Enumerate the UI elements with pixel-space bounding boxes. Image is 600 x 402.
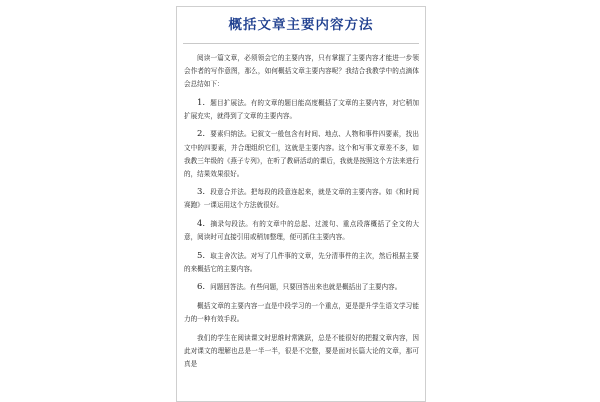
document-title: 概括文章主要内容方法 — [228, 17, 374, 33]
method-item-5 — [184, 250, 419, 276]
closing-paragraph-2: 我们的学生在阅读课文时思维时常跳跃，总是不能很好的把握文章内容，因此对课文的理解也总是一半一半，很是不完整，要是面对长篇大论的文章，那可真是 — [184, 333, 419, 368]
intro-paragraph: 阅读一篇文章，必须领会它的主要内容，只有掌握了主要内容才能进一步领会作者的写作意图，那么，如何概括文章主要内容呢？我结合我教学中的点滴体会总结如下： — [184, 54, 419, 89]
item-number: 3. — [197, 187, 206, 198]
method-item-6 — [184, 281, 419, 294]
method-item-3 — [184, 186, 419, 212]
method-item-1 — [184, 97, 419, 123]
method-item-4 — [184, 218, 419, 244]
item-number: 2. — [197, 129, 206, 140]
item-text: 取主舍次法。对写了几件事的文章，先分清事件的主次，然后根据主要的来概括它的主要内容。 — [184, 251, 419, 273]
document-body — [177, 52, 425, 371]
method-item-2 — [184, 128, 419, 180]
item-text: 问题回答法。有些问题，只要回答出来也就是概括出了主要内容。 — [210, 283, 402, 292]
item-number: 1. — [197, 97, 206, 108]
document-page — [176, 6, 426, 402]
item-text: 题目扩展法。有的文章的题目能高度概括了文章的主要内容，对它稍加扩展充实，就得到了文章的主要内容。 — [184, 98, 419, 120]
title-divider — [183, 43, 419, 44]
item-number: 6. — [197, 282, 206, 293]
closing-paragraph-1: 概括文章的主要内容一直是中段学习的一个重点，更是提升学生语文学习能力的一种有效手段。 — [184, 302, 419, 324]
item-number: 5. — [197, 250, 206, 261]
item-text: 要素归纳法。记叙文一般包含有时间、地点、人物和事件四要素，找出文中的四要素，并合理组织它们，这就是主要内容。这个和写事文章差不多，如我教三年级的《燕子专列》，在听了教研活动的课后，我就是按照这个方法来进行的，结果效果很好。 — [184, 130, 419, 178]
item-text: 段意合并法。把每段的段意连起来，就是文章的主要内容。如《和时间赛跑》一课运用这个方法就很好。 — [184, 188, 419, 210]
item-text: 摘录句段法。有的文章中的总起、过渡句、重点段落概括了全文的大意，阅读时可直接引用或稍加整理，便可抓住主要内容。 — [184, 220, 419, 242]
item-number: 4. — [197, 219, 206, 230]
